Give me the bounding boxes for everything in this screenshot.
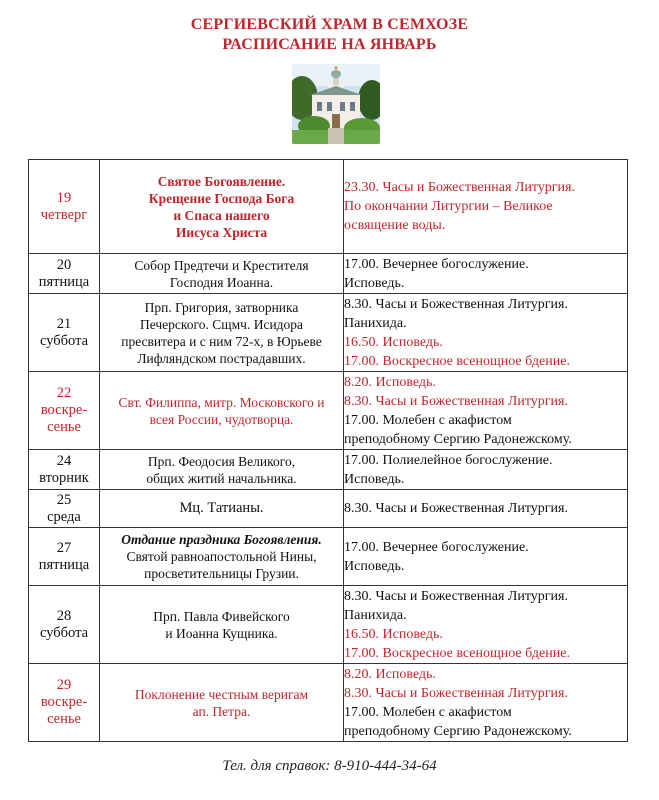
- feast-line: Святой равноапостольной Нины,: [126, 549, 317, 564]
- table-row: [29, 528, 628, 586]
- feast-line: пресвитера и с ним 72-х, в Юрьеве: [121, 333, 322, 349]
- service-line: 8.30. Часы и Божественная Литургия.: [344, 296, 568, 312]
- service-line: 8.30. Часы и Божественная Литургия.: [344, 588, 568, 604]
- weekday: пятница: [38, 273, 90, 290]
- feast-cell: [100, 664, 344, 742]
- feast-line: и Спаса нашего: [173, 207, 270, 223]
- services-cell: [344, 664, 628, 742]
- feast-cell: [100, 490, 344, 528]
- table-row: [29, 294, 628, 372]
- service-line: 17.00. Молебен с акафистом: [344, 704, 512, 720]
- services-cell: [344, 586, 628, 664]
- day-cell: [29, 254, 100, 294]
- service-line: 23.30. Часы и Божественная Литургия.: [344, 180, 575, 195]
- feast-cell: [100, 294, 344, 372]
- service-line: 17.00. Вечернее богослужение.: [344, 256, 529, 272]
- weekday: суббота: [39, 624, 89, 641]
- feast-line: Господня Иоанна.: [169, 274, 274, 290]
- table-row: [29, 664, 628, 742]
- feast-line: ап. Петра.: [192, 703, 251, 719]
- service-line: преподобному Сергию Радонежскому.: [344, 431, 572, 447]
- weekday: сенье: [47, 711, 81, 727]
- table-row: [29, 372, 628, 450]
- weekday: суббота: [39, 332, 89, 349]
- services-cell: [344, 160, 628, 254]
- feast-line: Лифляндском пострадавших.: [137, 350, 306, 366]
- service-line: 17.00. Воскресное всенощное бдение.: [344, 353, 570, 369]
- table-row: [29, 160, 628, 254]
- feast-cell: [100, 372, 344, 450]
- day-cell: [29, 372, 100, 450]
- feast-line: Печерского. Сщмч. Исидора: [139, 316, 304, 332]
- feast-line: Иисуса Христа: [175, 224, 268, 240]
- feast-line: общих житий начальника.: [146, 470, 297, 486]
- schedule-table: [28, 159, 628, 742]
- feast-line: Прп. Павла Фивейского: [153, 608, 290, 624]
- services-cell: [344, 450, 628, 490]
- day-cell: [29, 294, 100, 372]
- table-row: [29, 254, 628, 294]
- service-line: 8.20. Исповедь.: [344, 666, 436, 682]
- service-line: 16.50. Исповедь.: [344, 334, 443, 350]
- weekday: пятница: [38, 556, 90, 573]
- service-line: 8.30. Часы и Божественная Литургия.: [344, 393, 568, 409]
- feast-line: Собор Предтечи и Крестителя: [134, 257, 309, 273]
- feast-line: и Иоанна Кущника.: [165, 625, 278, 641]
- services-cell: [344, 254, 628, 294]
- feast-line: Святое Богоявление.: [157, 173, 286, 189]
- service-line: По окончании Литургии – Великое: [344, 199, 553, 214]
- day-number: 19: [56, 189, 72, 206]
- day-cell: [29, 528, 100, 586]
- feast-line: просветительницы Грузии.: [144, 566, 299, 581]
- weekday: среда: [47, 508, 81, 525]
- feast-cell: [100, 254, 344, 294]
- feast-cell: [100, 586, 344, 664]
- service-line: 8.30. Часы и Божественная Литургия.: [344, 685, 568, 701]
- day-number: 22: [56, 385, 72, 401]
- service-line: Исповедь.: [344, 471, 405, 487]
- service-line: преподобному Сергию Радонежскому.: [344, 723, 572, 739]
- day-cell: [29, 160, 100, 254]
- service-line: 17.00. Молебен с акафистом: [344, 412, 512, 428]
- feast-cell: [100, 450, 344, 490]
- weekday: воскре-: [40, 402, 88, 418]
- services-cell: [344, 528, 628, 586]
- day-cell: [29, 664, 100, 742]
- service-line: освящение воды.: [344, 218, 446, 233]
- table-row: [29, 450, 628, 490]
- table-row: [29, 490, 628, 528]
- service-line: 17.00. Вечернее богослужение.: [344, 539, 529, 555]
- day-number: 27: [56, 539, 72, 556]
- day-cell: [29, 586, 100, 664]
- feast-cell: [100, 528, 344, 586]
- day-number: 24: [56, 452, 72, 469]
- services-cell: [344, 294, 628, 372]
- day-number: 28: [56, 607, 72, 624]
- services-cell: [344, 372, 628, 450]
- day-number: 29: [56, 677, 72, 693]
- day-number: 20: [56, 256, 72, 273]
- day-number: 25: [56, 491, 72, 508]
- day-number: 21: [56, 315, 72, 332]
- services-cell: [344, 490, 628, 528]
- feast-line: Прп. Григория, затворника: [144, 299, 299, 315]
- contact-phone: Тел. для справок: 8-910-444-34-64: [222, 758, 437, 774]
- feast-line: всея России, чудотворца.: [149, 411, 294, 427]
- feast-line: Прп. Феодосия Великого,: [147, 453, 296, 469]
- service-line: Исповедь.: [344, 275, 405, 291]
- feast-line: Свт. Филиппа, митр. Московского и: [118, 394, 325, 410]
- service-line: 8.20. Исповедь.: [344, 374, 436, 390]
- service-line: Панихида.: [344, 607, 407, 623]
- day-cell: [29, 490, 100, 528]
- day-cell: [29, 450, 100, 490]
- service-line: 17.00. Воскресное всенощное бдение.: [344, 645, 570, 661]
- weekday: четверг: [40, 206, 88, 223]
- service-line: Панихида.: [344, 315, 407, 331]
- page-title: СЕРГИЕВСКИЙ ХРАМ В СЕМХОЗЕ: [190, 16, 469, 33]
- service-line: 17.00. Полиелейное богослужение.: [344, 452, 553, 468]
- service-line: Исповедь.: [344, 558, 405, 574]
- feast-line: Крещение Господа Бога: [148, 190, 295, 206]
- table-row: [29, 586, 628, 664]
- church-photo: [292, 64, 380, 144]
- feast-line: Поклонение честным веригам: [134, 686, 309, 702]
- weekday: воскре-: [40, 694, 88, 710]
- page-subtitle: РАСПИСАНИЕ НА ЯНВАРЬ: [222, 36, 437, 53]
- service-line: 16.50. Исповедь.: [344, 626, 443, 642]
- weekday: сенье: [47, 419, 81, 435]
- service-line: 8.30. Часы и Божественная Литургия.: [344, 501, 568, 516]
- feast-line: Мц. Татианы.: [179, 500, 264, 516]
- feast-cell: [100, 160, 344, 254]
- weekday: вторник: [39, 469, 89, 486]
- feast-line: Отдание праздника Богоявления.: [121, 532, 322, 547]
